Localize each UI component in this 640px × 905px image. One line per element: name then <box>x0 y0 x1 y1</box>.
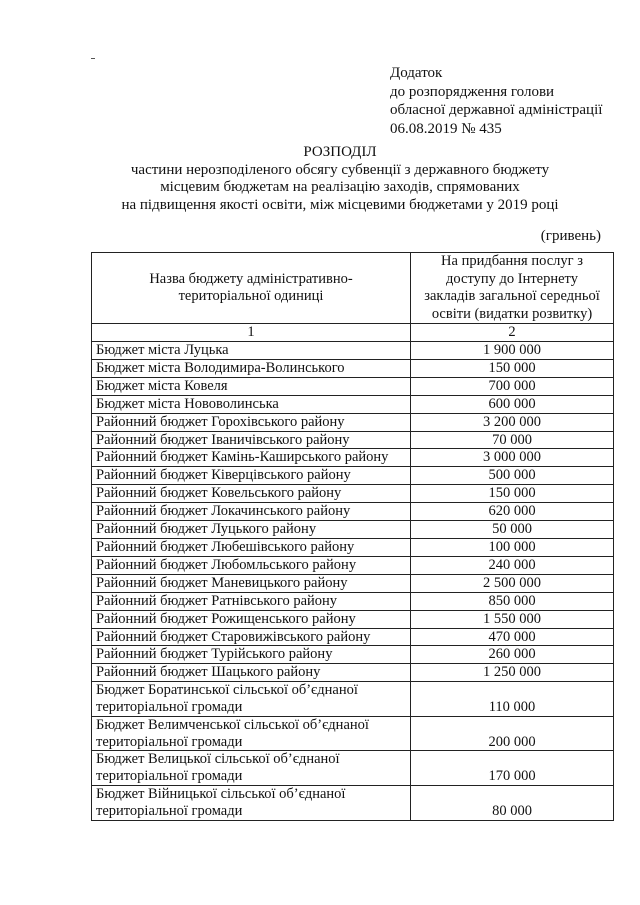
budget-name-cell: Бюджет міста Нововолинська <box>92 395 411 413</box>
budget-name-cell <box>92 682 411 717</box>
table-row <box>92 556 614 574</box>
budget-name-line: Бюджет Велимченської сільської об’єднаної <box>96 716 369 733</box>
title-subtitle-line: на підвищення якості освіти, між місцевими бюджетами у 2019 році <box>121 196 559 213</box>
budget-name-cell: Районний бюджет Шацького району <box>92 664 411 682</box>
column-number: 1 <box>92 324 411 342</box>
table-row <box>92 751 614 786</box>
amount-cell: 100 000 <box>411 538 614 556</box>
appendix-date-number: 06.08.2019 № 435 <box>390 120 502 137</box>
table-row <box>92 716 614 751</box>
amount-cell: 2 500 000 <box>411 574 614 592</box>
appendix-reference: до розпорядження голови <box>390 83 555 100</box>
table-row <box>92 342 614 360</box>
table-row <box>92 610 614 628</box>
header-line: доступу до Інтернету <box>446 270 578 287</box>
table-row <box>92 574 614 592</box>
amount-cell: 50 000 <box>411 521 614 539</box>
table-row <box>92 786 614 821</box>
amount-cell: 3 000 000 <box>411 449 614 467</box>
header-line: освіти (видатки розвитку) <box>431 305 593 322</box>
table-row <box>92 377 614 395</box>
appendix-block <box>390 64 602 138</box>
budget-name-line: територіальної громади <box>96 733 243 750</box>
budget-name-cell: Бюджет міста Володимира-Волинського <box>92 359 411 377</box>
budget-name-line: територіальної громади <box>96 802 243 819</box>
table-row <box>92 431 614 449</box>
budget-name-cell: Районний бюджет Камінь-Каширського району <box>92 449 411 467</box>
appendix-label: Додаток <box>390 65 443 81</box>
distribution-table <box>91 252 614 821</box>
amount-cell: 200 000 <box>411 716 614 751</box>
amount-cell: 850 000 <box>411 592 614 610</box>
table-row <box>92 538 614 556</box>
column-number-row <box>92 324 614 342</box>
budget-name-cell: Районний бюджет Маневицького району <box>92 574 411 592</box>
currency-note: (гривень) <box>540 228 601 244</box>
budget-name-cell: Районний бюджет Старовижівського району <box>92 628 411 646</box>
budget-name-cell: Бюджет міста Луцька <box>92 342 411 360</box>
table-row <box>92 395 614 413</box>
title-heading: РОЗПОДІЛ <box>303 144 377 160</box>
scan-mark <box>91 58 95 59</box>
document-title <box>60 144 620 214</box>
budget-name-line: територіальної громади <box>96 699 243 716</box>
amount-cell: 240 000 <box>411 556 614 574</box>
budget-name-cell: Районний бюджет Любешівського району <box>92 538 411 556</box>
table-row <box>92 413 614 431</box>
amount-cell: 600 000 <box>411 395 614 413</box>
header-line: територіальної одиниці <box>178 288 324 304</box>
header-line: Назва бюджету адміністративно- <box>149 270 353 287</box>
table-header-row <box>92 253 614 324</box>
title-subtitle-line: частини нерозподіленого обсягу субвенції з державного бюджету <box>130 161 550 178</box>
budget-name-cell: Районний бюджет Рожищенського району <box>92 610 411 628</box>
budget-name-cell <box>92 716 411 751</box>
budget-name-line: Бюджет Війницької сільської об’єднаної <box>96 786 346 802</box>
table-row <box>92 449 614 467</box>
amount-cell: 470 000 <box>411 628 614 646</box>
budget-name-cell: Районний бюджет Іваничівського району <box>92 431 411 449</box>
amount-cell: 3 200 000 <box>411 413 614 431</box>
amount-cell: 70 000 <box>411 431 614 449</box>
table-row <box>92 664 614 682</box>
table-row <box>92 628 614 646</box>
budget-name-cell <box>92 751 411 786</box>
column-number: 2 <box>411 324 614 342</box>
table-row <box>92 467 614 485</box>
table-row <box>92 682 614 717</box>
amount-cell: 150 000 <box>411 485 614 503</box>
budget-name-line: територіальної громади <box>96 768 243 785</box>
budget-name-cell: Районний бюджет Турійського району <box>92 646 411 664</box>
amount-cell: 1 250 000 <box>411 664 614 682</box>
table-row <box>92 503 614 521</box>
amount-cell: 700 000 <box>411 377 614 395</box>
amount-cell: 500 000 <box>411 467 614 485</box>
budget-name-cell: Районний бюджет Ратнівського району <box>92 592 411 610</box>
amount-cell: 110 000 <box>411 682 614 717</box>
amount-cell: 80 000 <box>411 786 614 821</box>
budget-name-cell: Районний бюджет Ківерцівського району <box>92 467 411 485</box>
budget-name-cell: Бюджет міста Ковеля <box>92 377 411 395</box>
amount-cell: 150 000 <box>411 359 614 377</box>
title-subtitle-line: місцевим бюджетам на реалізацію заходів, спрямованих <box>160 179 520 195</box>
budget-name-cell: Районний бюджет Луцького району <box>92 521 411 539</box>
budget-name-cell: Районний бюджет Локачинського району <box>92 503 411 521</box>
appendix-authority: обласної державної адміністрації <box>390 102 603 118</box>
amount-cell: 260 000 <box>411 646 614 664</box>
budget-name-line: Бюджет Велицької сільської об’єднаної <box>96 751 340 768</box>
header-line: На придбання послуг з <box>441 253 583 269</box>
amount-cell: 1 550 000 <box>411 610 614 628</box>
budget-name-cell <box>92 786 411 821</box>
header-internet-expenses <box>411 253 614 324</box>
amount-cell: 620 000 <box>411 503 614 521</box>
amount-cell: 170 000 <box>411 751 614 786</box>
budget-name-line: Бюджет Боратинської сільської об’єднаної <box>96 682 358 699</box>
budget-name-cell: Районний бюджет Любомльського району <box>92 556 411 574</box>
table-row <box>92 521 614 539</box>
budget-name-cell: Районний бюджет Горохівського району <box>92 413 411 431</box>
table-row <box>92 646 614 664</box>
table-row <box>92 485 614 503</box>
header-budget-name <box>92 253 411 324</box>
table-row <box>92 359 614 377</box>
header-line: закладів загальної середньої <box>424 288 600 304</box>
budget-name-cell: Районний бюджет Ковельського району <box>92 485 411 503</box>
table-row <box>92 592 614 610</box>
amount-cell: 1 900 000 <box>411 342 614 360</box>
